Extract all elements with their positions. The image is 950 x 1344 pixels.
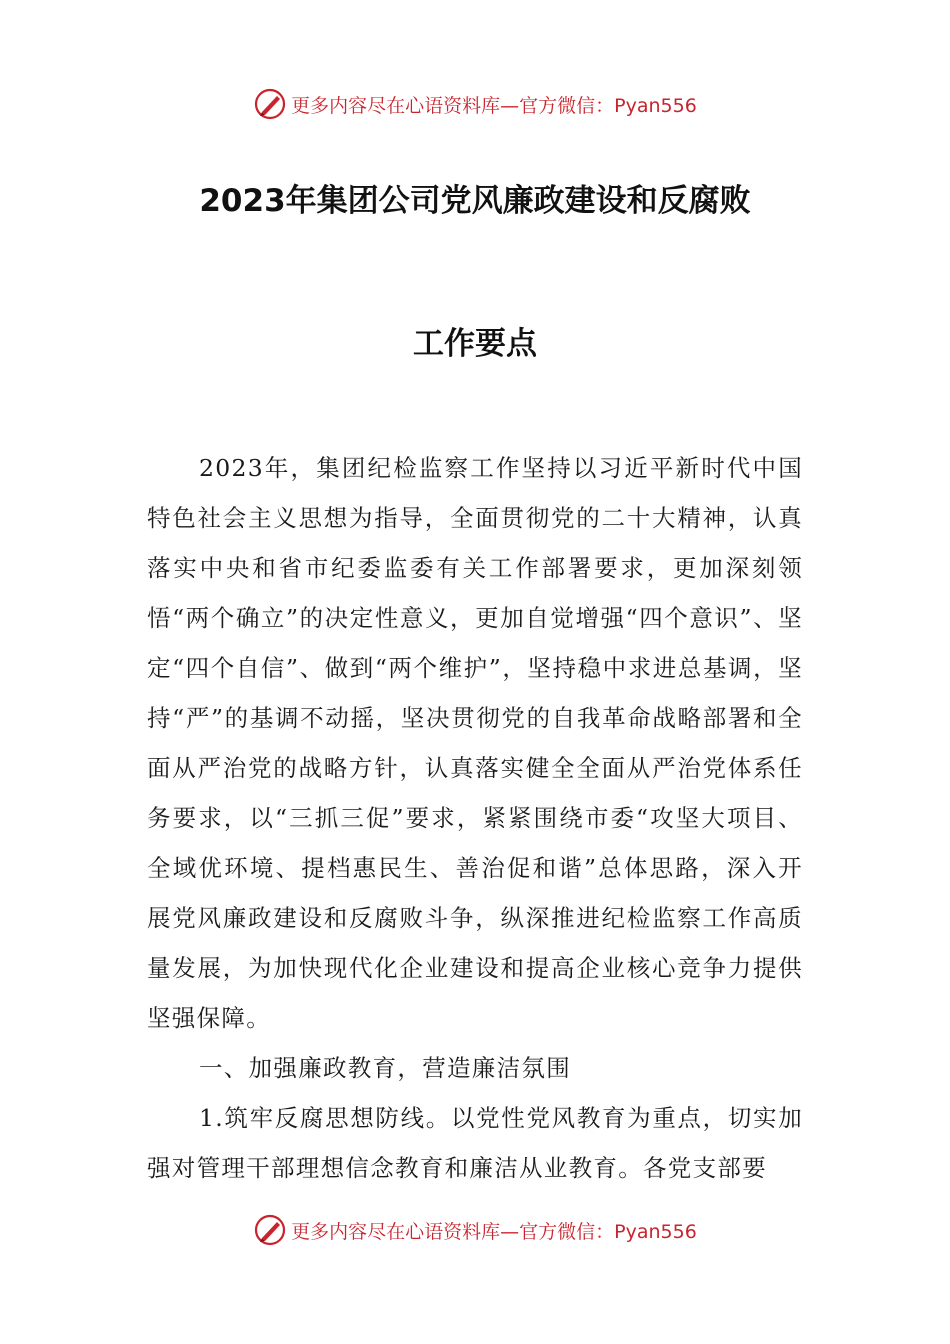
document-title-line-1: 2023年集团公司党风廉政建设和反腐败: [199, 183, 751, 219]
watermark-footer: [0, 1210, 950, 1250]
pen-logo-icon: [253, 87, 287, 121]
pen-logo-icon: [253, 1213, 287, 1247]
watermark-text: 更多内容尽在心语资料库—官方微信：Pyan556: [291, 1220, 697, 1243]
document-title-line-2: 工作要点: [413, 326, 537, 362]
intro-paragraph: 2023年，集团纪检监察工作坚持以习近平新时代中国特色社会主义思想为指导，全面贯彻党的二十大精神，认真落实中央和省市纪委监委有关工作部署要求，更加深刻领悟“两个确立”的决定性意义，更加自觉增强“四个意识”、坚定“四个自信”、做到“两个维护”，坚持稳中求进总基调，坚持“严”的基调不动摇，坚决贯彻党的自我革命战略部署和全面从严治党的战略方针，认真落实健全全面从严治党体系任务要求，以“三抓三促”要求，紧紧围绕市委“攻坚大项目、全域优环境、提档惠民生、善治促和谐”总体思路，深入开展党风廉政建设和反腐败斗争，纵深推进纪检监察工作高质量发展，为加快现代化企业建设和提高企业核心竞争力提供坚强保障。: [147, 454, 803, 1032]
section-heading: 一、加强廉政教育，营造廉洁氛围: [199, 1054, 571, 1082]
watermark-header: [0, 84, 950, 124]
watermark-text: 更多内容尽在心语资料库—官方微信：Pyan556: [291, 94, 697, 117]
item-paragraph: 1.筑牢反腐思想防线。以党性党风教育为重点，切实加强对管理干部理想信念教育和廉洁从业教育。各党支部要: [147, 1104, 803, 1182]
